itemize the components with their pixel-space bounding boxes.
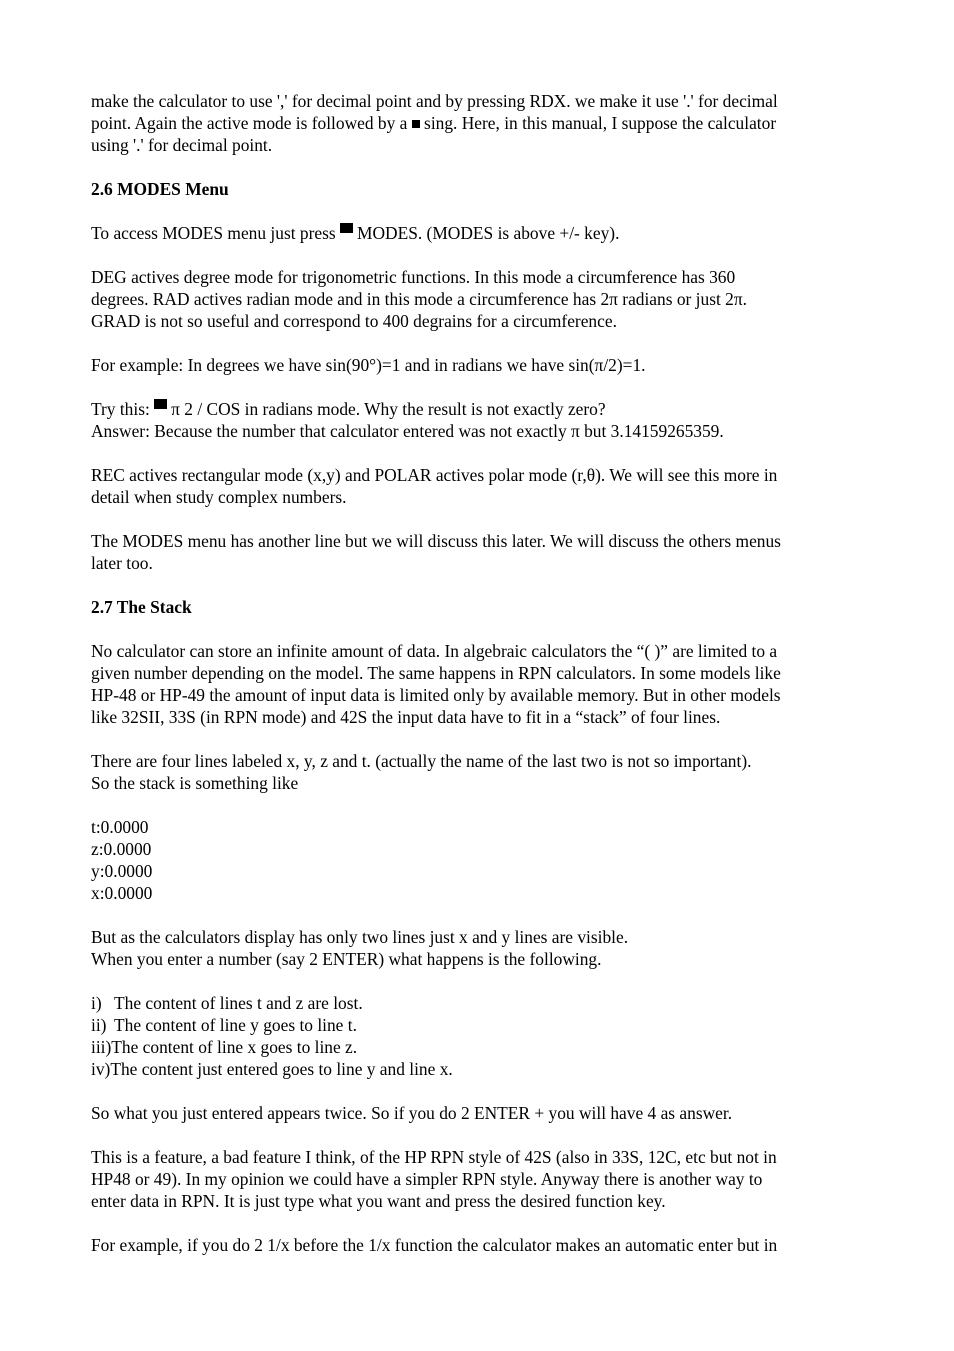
text-segment: To access MODES menu just press — [91, 223, 340, 243]
example-1x-paragraph — [91, 1234, 871, 1256]
document-page — [91, 90, 871, 1256]
stack-lines-paragraph — [91, 750, 871, 794]
stack-line-y: y:0.0000 — [91, 861, 153, 881]
intro-paragraph — [91, 90, 871, 156]
stack-listing — [91, 816, 871, 904]
rec-paragraph — [91, 464, 871, 508]
text-line: like 32SII, 33S (in RPN mode) and 42S the input data have to fit in a “stack” of four lines. — [91, 707, 721, 727]
text-segment: π 2 / COS in radians mode. Why the result is not exactly zero? — [171, 399, 606, 419]
text-line: This is a feature, a bad feature I think, of the HP RPN style of 42S (also in 33S, 12C, etc but not in — [91, 1147, 777, 1167]
text-line — [91, 112, 871, 134]
list-marker: iii) — [91, 1037, 112, 1057]
text-line: When you enter a number (say 2 ENTER) what happens is the following. — [91, 949, 602, 969]
try-paragraph — [91, 398, 871, 442]
shift-key-icon — [340, 223, 353, 233]
text-line — [91, 398, 871, 420]
text-line: No calculator can store an infinite amount of data. In algebraic calculators the “( )” are limited to a — [91, 641, 778, 661]
section-heading-modes: 2.6 MODES Menu — [91, 179, 229, 199]
text-line: So what you just entered appears twice. So if you do 2 ENTER + you will have 4 as answer. — [91, 1103, 733, 1123]
modes-access-paragraph — [91, 222, 871, 244]
text-line: REC actives rectangular mode (x,y) and POLAR actives polar mode (r,θ). We will see this more in — [91, 465, 778, 485]
stack-line-z: z:0.0000 — [91, 839, 152, 859]
text-line: detail when study complex numbers. — [91, 487, 347, 507]
text-line: Answer: Because the number that calculator entered was not exactly π but 3.14159265359. — [91, 421, 724, 441]
list-marker: ii) — [91, 1015, 107, 1035]
text-line: For example: In degrees we have sin(90°)=1 and in radians we have sin(π/2)=1. — [91, 355, 646, 375]
shift-key-icon — [154, 399, 167, 409]
list-marker: i) — [91, 993, 102, 1013]
text-line: But as the calculators display has only two lines just x and y lines are visible. — [91, 927, 629, 947]
list-item-text: The content of line x goes to line z. — [111, 1037, 358, 1057]
text-segment: Try this: — [91, 399, 155, 419]
text-line: make the calculator to use ',' for decimal point and by pressing RDX. we make it use '.' for decimal — [91, 91, 778, 111]
display-paragraph — [91, 926, 871, 970]
list-item-text: The content of lines t and z are lost. — [114, 993, 363, 1013]
list-item-text: The content just entered goes to line y and line x. — [110, 1059, 453, 1079]
text-line: For example, if you do 2 1/x before the 1/x function the calculator makes an automatic enter but in — [91, 1235, 778, 1255]
text-segment: sing. Here, in this manual, I suppose the calculator — [419, 113, 777, 133]
text-line: DEG actives degree mode for trigonometric functions. In this mode a circumference has 360 — [91, 267, 736, 287]
stack-line-x: x:0.0000 — [91, 883, 153, 903]
stack-line-t: t:0.0000 — [91, 817, 149, 837]
modes-more-paragraph — [91, 530, 871, 574]
text-line: GRAD is not so useful and correspond to 400 degrains for a circumference. — [91, 311, 617, 331]
list-item — [91, 1058, 871, 1080]
text-line: There are four lines labeled x, y, z and t. (actually the name of the last two is not so important). — [91, 751, 752, 771]
text-line: So the stack is something like — [91, 773, 299, 793]
text-line — [91, 222, 871, 244]
list-item-text: The content of line y goes to line t. — [114, 1015, 357, 1035]
black-square-icon — [412, 120, 420, 128]
list-marker: iv) — [91, 1059, 111, 1079]
text-line: degrees. RAD actives radian mode and in this mode a circumference has 2π radians or just 2π. — [91, 289, 747, 309]
list-item — [91, 992, 871, 1014]
feature-paragraph — [91, 1146, 871, 1212]
text-line: given number depending on the model. The same happens in RPN calculators. In some models like — [91, 663, 781, 683]
list-item — [91, 1014, 871, 1036]
text-line: HP-48 or HP-49 the amount of input data is limited only by available memory. But in other models — [91, 685, 781, 705]
list-item — [91, 1036, 871, 1058]
text-line: HP48 or 49). In my opinion we could have a simpler RPN style. Anyway there is another way to — [91, 1169, 763, 1189]
text-line: using '.' for decimal point. — [91, 135, 273, 155]
text-segment: MODES. (MODES is above +/- key). — [356, 223, 620, 243]
text-line: enter data in RPN. It is just type what you want and press the desired function key. — [91, 1191, 666, 1211]
twice-paragraph — [91, 1102, 871, 1124]
section-heading-stack: 2.7 The Stack — [91, 597, 192, 617]
example-paragraph — [91, 354, 871, 376]
text-line: later too. — [91, 553, 153, 573]
text-segment: point. Again the active mode is followed by a — [91, 113, 412, 133]
deg-paragraph — [91, 266, 871, 332]
text-line: The MODES menu has another line but we will discuss this later. We will discuss the others menus — [91, 531, 781, 551]
steps-list — [91, 992, 871, 1080]
stack-intro-paragraph — [91, 640, 871, 728]
